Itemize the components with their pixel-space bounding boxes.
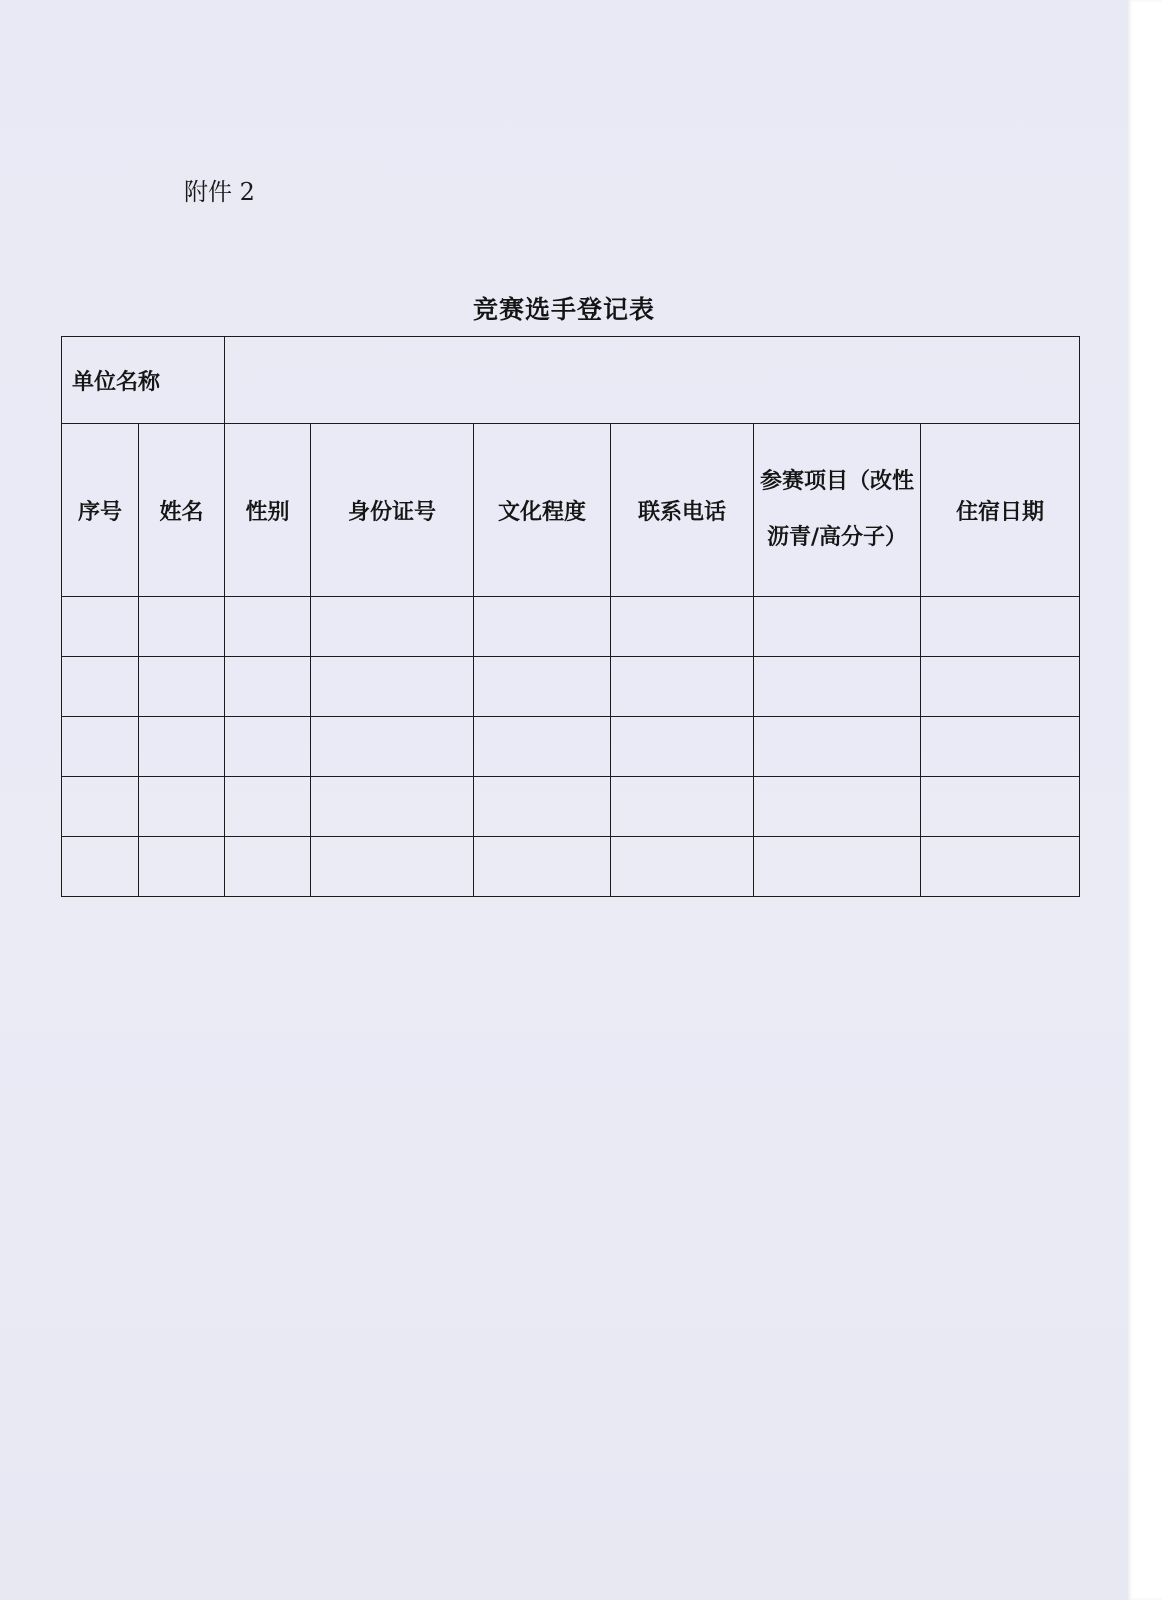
table-row (62, 657, 1080, 717)
cell-lodging-date[interactable] (921, 717, 1080, 777)
cell-lodging-date[interactable] (921, 597, 1080, 657)
cell-education[interactable] (474, 597, 611, 657)
cell-event[interactable] (754, 777, 921, 837)
header-education: 文化程度 (474, 424, 611, 597)
cell-education[interactable] (474, 777, 611, 837)
unit-row (62, 337, 1080, 424)
cell-name[interactable] (139, 657, 225, 717)
table-row (62, 597, 1080, 657)
cell-event[interactable] (754, 597, 921, 657)
header-id-number: 身份证号 (311, 424, 474, 597)
cell-name[interactable] (139, 777, 225, 837)
header-lodging-date: 住宿日期 (921, 424, 1080, 597)
cell-event[interactable] (754, 717, 921, 777)
cell-id-number[interactable] (311, 597, 474, 657)
cell-event[interactable] (754, 837, 921, 897)
cell-phone[interactable] (611, 717, 754, 777)
cell-lodging-date[interactable] (921, 657, 1080, 717)
cell-seq[interactable] (62, 717, 139, 777)
cell-phone[interactable] (611, 837, 754, 897)
header-row (62, 424, 1080, 597)
cell-education[interactable] (474, 657, 611, 717)
table-row (62, 837, 1080, 897)
attachment-label: 附件 2 (184, 178, 255, 206)
cell-phone[interactable] (611, 657, 754, 717)
cell-id-number[interactable] (311, 657, 474, 717)
cell-gender[interactable] (225, 837, 311, 897)
page-edge (1128, 0, 1162, 1600)
table-row (62, 777, 1080, 837)
unit-name-field[interactable] (225, 337, 1080, 424)
cell-phone[interactable] (611, 597, 754, 657)
cell-phone[interactable] (611, 777, 754, 837)
cell-name[interactable] (139, 597, 225, 657)
table-row (62, 717, 1080, 777)
cell-gender[interactable] (225, 657, 311, 717)
header-gender: 性别 (225, 424, 311, 597)
cell-gender[interactable] (225, 597, 311, 657)
cell-seq[interactable] (62, 777, 139, 837)
cell-event[interactable] (754, 657, 921, 717)
cell-name[interactable] (139, 717, 225, 777)
cell-seq[interactable] (62, 657, 139, 717)
cell-seq[interactable] (62, 837, 139, 897)
cell-gender[interactable] (225, 717, 311, 777)
cell-gender[interactable] (225, 777, 311, 837)
cell-lodging-date[interactable] (921, 777, 1080, 837)
header-seq: 序号 (62, 424, 139, 597)
cell-seq[interactable] (62, 597, 139, 657)
header-event: 参赛项目（改性沥青/高分子） (754, 424, 921, 597)
form-title: 竞赛选手登记表 (472, 295, 655, 324)
cell-education[interactable] (474, 717, 611, 777)
registration-table (61, 336, 1080, 897)
cell-id-number[interactable] (311, 837, 474, 897)
cell-id-number[interactable] (311, 717, 474, 777)
cell-id-number[interactable] (311, 777, 474, 837)
cell-education[interactable] (474, 837, 611, 897)
header-name: 姓名 (139, 424, 225, 597)
header-phone: 联系电话 (611, 424, 754, 597)
cell-lodging-date[interactable] (921, 837, 1080, 897)
unit-name-label: 单位名称 (62, 337, 225, 424)
cell-name[interactable] (139, 837, 225, 897)
